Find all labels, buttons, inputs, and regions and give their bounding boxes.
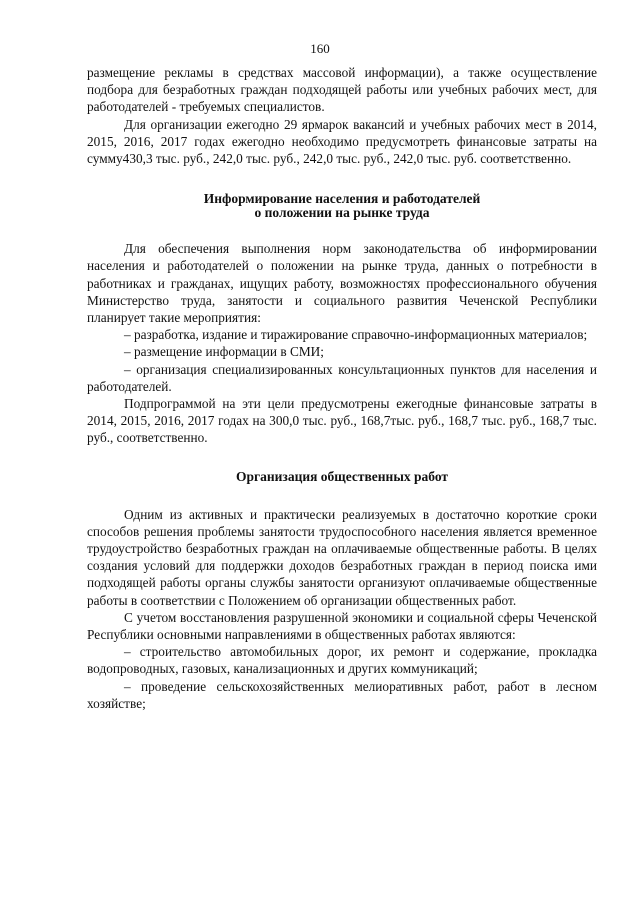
section1-list-item-2: – размещение информации в СМИ; xyxy=(124,344,324,360)
section1-list-item-1: – разработка, издание и тиражирование справочно-информационных материалов; xyxy=(124,327,588,343)
section-heading-informing xyxy=(87,192,597,220)
section1-paragraph-2: Подпрограммой на эти цели предусмотрены ежегодные финансовые затраты в 2014, 2015, 2016, 2017 годах на 300,0 тыс. руб., 168,7тыс. руб., 168,7 тыс. руб., 168,7 тыс. руб., соответственно. xyxy=(87,396,597,446)
section-heading-informing-line-2: о положении на рынке труда xyxy=(254,205,430,221)
intro-paragraph-2: Для организации ежегодно 29 ярмарок вакансий и учебных рабочих мест в 2014, 2015, 2016, 2017 годах ежегодно необходимо предусмотреть финансовые затраты на сумму430,3 тыс. руб., 242,0 тыс. руб., 242,0 тыс. руб., 242,0 тыс. руб. соответственно. xyxy=(87,116,597,167)
intro-paragraph-1: размещение рекламы в средствах массовой информации), а также осуществление подбора для безработных граждан подходящей работы или учебных рабочих мест, для работодателей - требуемых специалистов. xyxy=(87,65,597,115)
page-number: 160 xyxy=(310,41,330,56)
section1-paragraph-1: Для обеспечения выполнения норм законодательства об информировании населения и работодателей о положении на рынке труда, данных о потребности в работниках и гражданах, ищущих работу, возможностях профессионального обучения Министерство труда, занятости и социального развития Чеченской Республики планирует такие мероприятия: xyxy=(87,241,597,326)
section2-list-item-1: – строительство автомобильных дорог, их ремонт и содержание, прокладка водопроводных, газовых, канализационных и других коммуникаций; xyxy=(87,644,597,677)
section1-list-item-3: – организация специализированных консультационных пунктов для населения и работодателей. xyxy=(87,361,597,394)
document-body xyxy=(87,64,597,712)
section2-paragraph-2: С учетом восстановления разрушенной экономики и социальной сферы Чеченской Республики основными направлениями в общественных работах являются: xyxy=(87,609,597,643)
section2-paragraph-1: Одним из активных и практически реализуемых в достаточно короткие сроки способов решения проблемы занятости трудоспособного населения является временное трудоустройство безработных граждан на оплачиваемые общественные работы. В целях создания условий для поддержки доходов безработных граждан в период поиска ими подходящей работы органы службы занятости организуют оплачиваемые общественные работы в соответствии с Положением об организации общественных работ. xyxy=(87,506,597,608)
section-heading-informing-line-1: Информирование населения и работодателей xyxy=(203,191,481,207)
section2-list-item-2: – проведение сельскохозяйственных мелиоративных работ, работ в лесном хозяйстве; xyxy=(87,678,597,711)
section-heading-public-works: Организация общественных работ xyxy=(235,468,449,484)
